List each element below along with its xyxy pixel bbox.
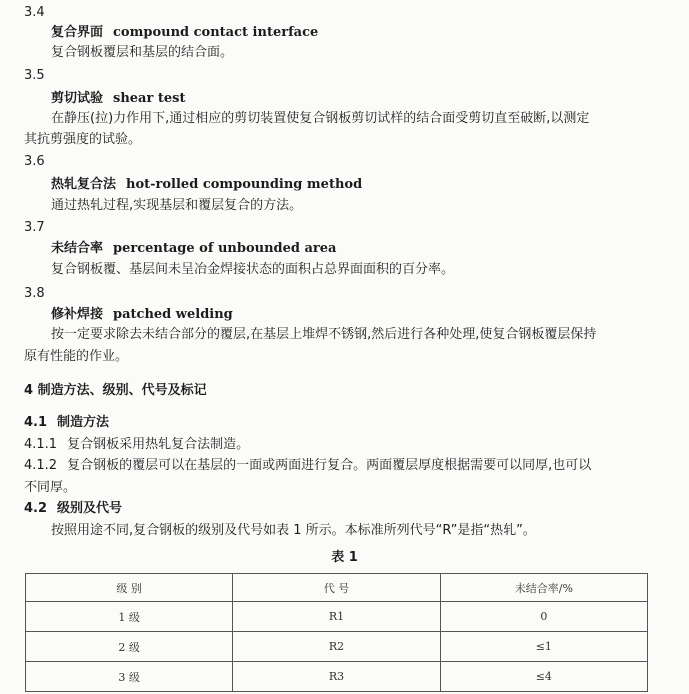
clause-number-3-5: 3.5 bbox=[24, 68, 45, 83]
term-en: hot-rolled compounding method bbox=[126, 177, 363, 192]
definition-3-7: 复合钢板覆、基层间未呈冶金焊接状态的面积占总界面面积的百分率。 bbox=[51, 262, 455, 277]
term-en: percentage of unbounded area bbox=[113, 241, 337, 256]
cell-code: R2 bbox=[233, 632, 440, 662]
term-en: patched welding bbox=[113, 307, 233, 322]
definition-3-8-line-2: 原有性能的作业。 bbox=[24, 349, 129, 364]
clause-4-1-2-line-2: 不同厚。 bbox=[24, 480, 77, 495]
definition-3-4: 复合钢板覆层和基层的结合面。 bbox=[51, 45, 234, 60]
cell-grade: 3 级 bbox=[26, 662, 233, 692]
grade-code-table bbox=[25, 573, 648, 692]
cell-code: R1 bbox=[233, 602, 440, 632]
clause-number: 4.1.1 bbox=[24, 437, 58, 452]
cell-unbonded-rate: 0 bbox=[440, 602, 647, 632]
clause-number-3-6: 3.6 bbox=[24, 154, 45, 169]
header-code: 代 号 bbox=[233, 574, 440, 602]
cell-grade: 2 级 bbox=[26, 632, 233, 662]
header-grade: 级 别 bbox=[26, 574, 233, 602]
table-row bbox=[26, 602, 648, 632]
cell-unbonded-rate: ≤1 bbox=[440, 632, 647, 662]
clause-4-1-2-line-1 bbox=[24, 457, 591, 475]
term-cn: 未结合率 bbox=[51, 241, 104, 256]
clause-text: 复合钢板采用热轧复合法制造。 bbox=[67, 437, 250, 452]
section-4-1-heading bbox=[24, 414, 109, 432]
term-cn: 修补焊接 bbox=[51, 307, 104, 322]
header-unbonded-rate: 未结合率/% bbox=[440, 574, 647, 602]
definition-3-5-line-1: 在静压(拉)力作用下,通过相应的剪切装置使复合钢板剪切试样的结合面受剪切直至破断,以测定 bbox=[51, 111, 590, 126]
term-cn: 复合界面 bbox=[51, 25, 104, 40]
table-header-row bbox=[26, 574, 648, 602]
section-title: 制造方法 bbox=[57, 415, 110, 430]
table-row bbox=[26, 632, 648, 662]
term-cn: 剪切试验 bbox=[51, 91, 104, 106]
term-en: shear test bbox=[113, 91, 186, 106]
definition-3-6: 通过热轧过程,实现基层和覆层复合的方法。 bbox=[51, 198, 303, 213]
clause-number-3-4: 3.4 bbox=[24, 5, 45, 20]
section-title: 级别及代号 bbox=[57, 501, 123, 516]
table-row bbox=[26, 662, 648, 692]
term-cn: 热轧复合法 bbox=[51, 177, 117, 192]
term-hot-rolled-compounding-method bbox=[51, 176, 362, 194]
table-caption: 表 1 bbox=[331, 550, 358, 565]
term-percentage-of-unbounded-area bbox=[51, 240, 336, 258]
clause-text: 复合钢板的覆层可以在基层的一面或两面进行复合。两面覆层厚度根据需要可以同厚,也可以 bbox=[67, 458, 592, 473]
term-en: compound contact interface bbox=[113, 25, 319, 40]
clause-4-1-1 bbox=[24, 436, 249, 454]
section-number: 4.2 bbox=[24, 501, 48, 516]
definition-3-5-line-2: 其抗剪强度的试验。 bbox=[24, 132, 142, 147]
section-4-2-heading bbox=[24, 500, 122, 518]
term-shear-test bbox=[51, 90, 185, 108]
section-number: 4.1 bbox=[24, 415, 48, 430]
clause-number: 4.1.2 bbox=[24, 458, 58, 473]
cell-grade: 1 级 bbox=[26, 602, 233, 632]
definition-3-8-line-1: 按一定要求除去未结合部分的覆层,在基层上堆焊不锈钢,然后进行各种处理,使复合钢板覆层保持 bbox=[51, 327, 597, 342]
term-patched-welding bbox=[51, 306, 233, 324]
clause-number-3-7: 3.7 bbox=[24, 220, 45, 235]
cell-unbonded-rate: ≤4 bbox=[440, 662, 647, 692]
chapter-4-heading: 4 制造方法、级别、代号及标记 bbox=[24, 383, 207, 398]
cell-code: R3 bbox=[233, 662, 440, 692]
section-4-2-text: 按照用途不同,复合钢板的级别及代号如表 1 所示。本标准所列代号“R”是指“热轧”。 bbox=[51, 523, 536, 538]
term-compound-contact-interface bbox=[51, 24, 318, 42]
clause-number-3-8: 3.8 bbox=[24, 286, 45, 301]
